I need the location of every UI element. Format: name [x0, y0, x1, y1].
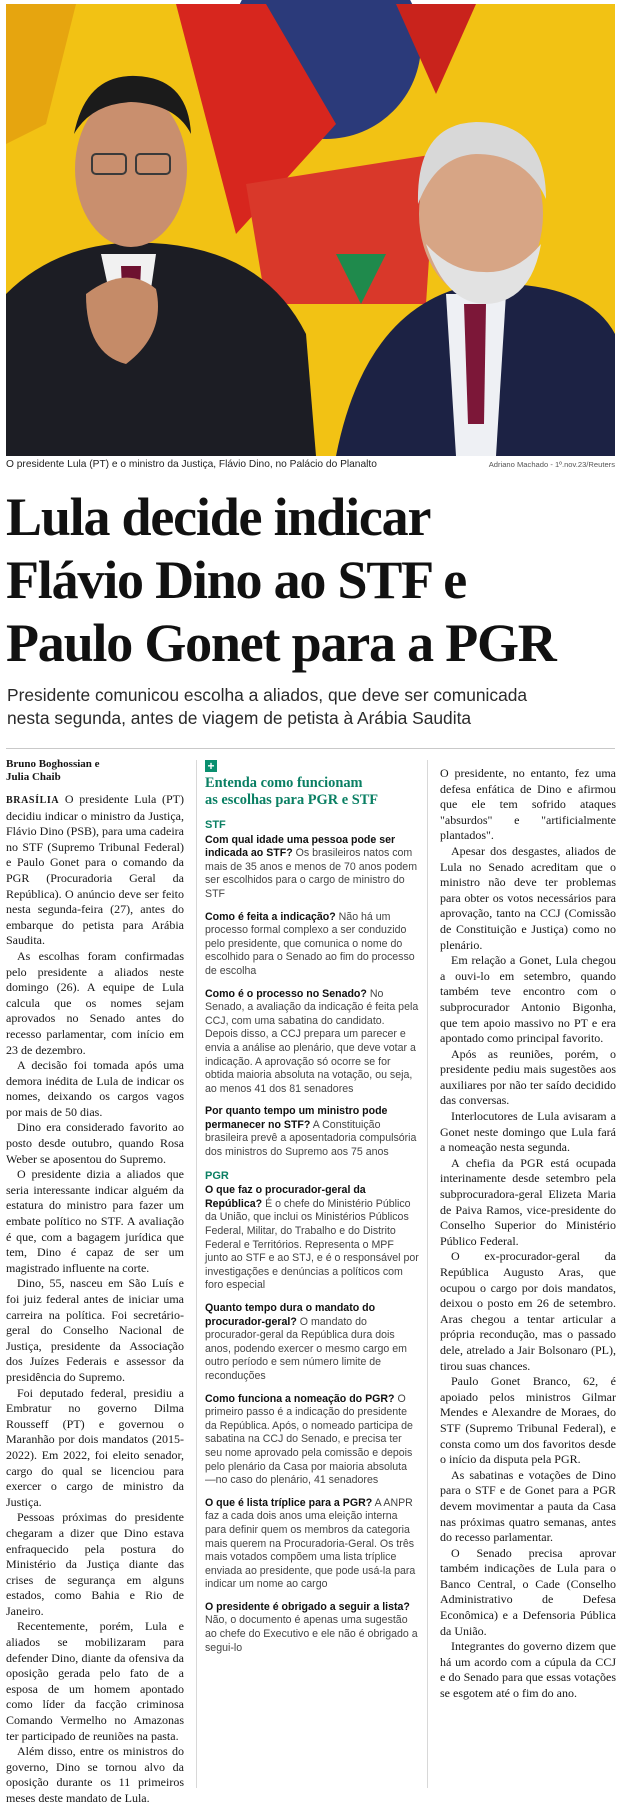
subheadline-line: Presidente comunicou escolha a aliados, que deve ser comunicada	[7, 685, 528, 705]
answer: É o chefe do Ministério Público da União, que inclui os Ministérios Públicos Federal, Militar, do Trabalho e do Distrito Federal e Territórios. Representa o MPF junto ao STF e ao STJ, e é o responsável por investigações e denúncias a políticos com foro especial	[205, 1197, 419, 1292]
qa-item	[205, 911, 419, 979]
answer: A Constituição brasileira prevê a aposentadoria compulsória dos ministros do Supremo aos 75 anos	[205, 1118, 417, 1159]
photo-caption-row	[6, 459, 615, 473]
headline-line: Flávio Dino ao STF e	[6, 550, 467, 610]
article-column-3	[440, 766, 616, 1788]
question: O presidente é obrigado a seguir a lista?	[205, 1600, 410, 1613]
sidebar-section-stf: STF	[205, 819, 226, 831]
article-paragraph: Paulo Gonet Branco, 62, é apoiado pelos ministros Gilmar Mendes e Alexandre de Moraes, do STF (Supremo Tribunal Federal), e consta como um dos favoritos desde o início da disputa pela PGR.	[440, 1374, 616, 1467]
question: Com qual idade uma pessoa pode ser indicada ao STF?	[205, 833, 396, 860]
qa-item	[205, 1393, 419, 1488]
headline-line: Lula decide indicar	[6, 487, 431, 547]
article-paragraph: Em relação a Gonet, Lula chegou a ouvi-lo em setembro, quando também teve encontro com o subprocurador Antonio Bigonha, que tem apoio massivo no PT e era apontado como principal favorito.	[440, 953, 616, 1046]
article-paragraph: A decisão foi tomada após uma demora inédita de Lula de indicar os nomes, deixando os cargos vagos por mais de 50 dias.	[6, 1058, 184, 1119]
lead-text: O presidente Lula (PT) decidiu indicar o ministro da Justiça, Flávio Dino (PSB), para uma cadeira no STF (Supremo Tribunal Federal) e Paulo Gonet para o comando da PGR (Procuradoria Geral da República). O anúncio deve ser feito nesta segunda-feira (27), antes do embarque do petista para Arábia Saudita.	[6, 792, 184, 948]
answer: O primeiro passo é a indicação do presidente da República. Após, o nomeado participa de sabatina na CCJ do Senado, e precisa ter seu nome aprovado pela comissão e depois pelo plenário da Casa por maioria absoluta —no caso do plenário, 41 senadores	[205, 1392, 413, 1487]
dateline: BRASÍLIA	[6, 795, 60, 806]
article-paragraph: O Senado precisa aprovar também indicações de Lula para o Banco Central, o Cade (Conselho Administrativo de Defesa Econômica) e a Defensoria Pública da União.	[440, 1545, 616, 1638]
article-paragraph: O presidente dizia a aliados que seria interessante indicar alguém da estatura do ministro para fazer um embate político no STF. A avaliação é que, com a bagagem jurídica que tem, Dino é capaz de ser um magistrado influente na corte.	[6, 1167, 184, 1275]
question: Por quanto tempo um ministro pode permanecer no STF?	[205, 1105, 388, 1131]
answer: O mandato do procurador-geral da República dura dois anos, podendo exercer o mesmo cargo em outro período e sem número limite de reconduções	[205, 1315, 407, 1382]
subheadline-line: nesta segunda, antes de viagem de petista à Arábia Saudita	[7, 708, 472, 728]
byline-line: Julia Chaib	[6, 771, 61, 783]
article-paragraph: Foi deputado federal, presidiu a Embratur no governo Dilma Rousseff (PT) e governou o Maranhão por dois mandatos (2015-2022). Em 2022, foi eleito senador, cargo do qual se licenciou para exercer o cargo de ministro da Justiça.	[6, 1385, 184, 1509]
qa-item	[205, 1184, 419, 1293]
explainer-sidebar	[196, 760, 428, 1788]
photo-credit: Adriano Machado - 1º.nov.23/Reuters	[488, 460, 615, 469]
article-paragraph: Dino era considerado favorito ao posto desde outubro, quando Rosa Weber se aposentou do Supremo.	[6, 1120, 184, 1166]
question: O que faz o procurador-geral da República?	[205, 1184, 366, 1210]
answer: No Senado, a avaliação da indicação é feita pela CCJ, com uma sabatina do candidato. Depois disso, a CCJ prepara um parecer e envia a análise ao plenário, que deve votar a indicação. A aprovação só ocorre se for obtida maioria absoluta na votação, ou seja, ao menos 41 dos 81 senadores	[205, 987, 419, 1095]
question: Quanto tempo dura o mandato do procurador-geral?	[205, 1302, 376, 1328]
qa-item	[205, 1302, 419, 1384]
qa-item	[205, 1601, 419, 1655]
news-photo	[6, 4, 615, 456]
headline-line: Paulo Gonet para a PGR	[6, 613, 556, 673]
lead-paragraph	[6, 792, 184, 949]
question: Como é o processo no Senado?	[205, 987, 367, 1000]
answer: Não, o documento é apenas uma sugestão ao chefe do Executivo e ele não é obrigado a segui-lo	[205, 1614, 418, 1654]
article-paragraph: O presidente, no entanto, fez uma defesa enfática de Dino e afirmou que ele tem sofrido ataques "absurdos" e "artificialmente plantados".	[440, 766, 616, 843]
sidebar-section-pgr: PGR	[205, 1169, 229, 1182]
sidebar-title	[205, 775, 419, 809]
sidebar-title-line: Entenda como funcionam	[205, 775, 363, 791]
answer: Não há um processo formal complexo a ser conduzido pelo presidente, que comunica o nome do escolhido para o Senado ao fim do processo de escolha	[205, 910, 415, 977]
sidebar-title-line: as escolhas para PGR e STF	[205, 792, 379, 808]
article-paragraph: Recentemente, porém, Lula e aliados se mobilizaram para defender Dino, diante da ofensiva da oposição gerada pelo fato de a esposa de um homem apontado como líder da facção criminosa Comando Vermelho no Amazonas ter participado de reuniões na pasta.	[6, 1619, 184, 1743]
article-paragraph: A chefia da PGR está ocupada interinamente desde setembro pela subprocuradora-geral Elizeta Maria de Paiva Ramos, vice-presidente do Conselho Superior do Ministério Público Federal.	[440, 1155, 616, 1248]
question: O que é lista tríplice para a PGR?	[205, 1496, 373, 1509]
article-paragraph: As escolhas foram confirmadas pelo presidente a aliados neste domingo (26). A equipe de Lula calcula que os nomes sejam aprovados no Senado antes do recesso parlamentar, com início em 23 de dezembro.	[6, 948, 184, 1057]
question: Como é feita a indicação?	[205, 910, 336, 923]
byline	[6, 758, 184, 784]
article-paragraph: Pessoas próximas do presidente chegaram a dizer que Dino estava enfraquecido pela postura do Ministério da Justiça diante das crises de segurança em alguns estados, como Bahia e Rio de Janeiro.	[6, 1510, 184, 1618]
article-paragraph: Após as reuniões, porém, o presidente pediu mais sugestões aos auxiliares por não ter saído decidido das conversas.	[440, 1046, 616, 1108]
article-paragraph: Integrantes do governo dizem que há um acordo com a cúpula da CCJ e do Senado para que essas votações se esgotem até o fim do ano.	[440, 1639, 616, 1701]
answer: A ANPR faz a cada dois anos uma eleição interna para definir quem os membros da categoria mais querem na Procuradoria-Geral. Os três mais votados compõem uma lista tríplice enviada ao presidente, que pode usá-la para indicar um nome ao cargo	[205, 1496, 416, 1591]
article-column-1	[6, 758, 184, 1805]
article-paragraph: Além disso, entre os ministros do governo, Dino se tornou alvo da oposição durante os 11 primeiros meses deste mandato de Lula.	[6, 1744, 184, 1805]
qa-item	[205, 1497, 419, 1592]
headline	[6, 486, 615, 675]
answer: Os brasileiros natos com mais de 35 anos e menos de 70 anos podem ser escolhidos para o cargo de ministro do STF	[205, 847, 418, 900]
byline-line: Bruno Boghossian e	[6, 758, 100, 770]
photo-illustration	[6, 4, 615, 456]
qa-item	[205, 834, 419, 902]
article-paragraph: Interlocutores de Lula avisaram a Gonet neste domingo que Lula fará a nomeação nesta segunda.	[440, 1109, 616, 1155]
photo-caption: O presidente Lula (PT) e o ministro da Justiça, Flávio Dino, no Palácio do Planalto	[6, 459, 377, 470]
divider	[6, 748, 615, 749]
article-paragraph: Dino, 55, nasceu em São Luís e foi juiz federal antes de iniciar uma carreira na política. Foi secretário-geral do Conselho Nacional de Justiça, presidente da Associação dos Juízes Federais e assessor da presidência do Supremo.	[6, 1276, 184, 1384]
qa-item	[205, 988, 419, 1097]
subheadline	[7, 684, 612, 730]
article-paragraph: As sabatinas e votações de Dino para o STF e de Gonet para a PGR devem movimentar a pauta da Casa nas próximas quatro semanas, antes do recesso parlamentar.	[440, 1467, 616, 1545]
question: Como funciona a nomeação do PGR?	[205, 1392, 395, 1405]
qa-item	[205, 1105, 419, 1159]
article-paragraph: O ex-procurador-geral da República Augusto Aras, que ocupou o cargo por dois mandatos, deixou o posto em 26 de setembro. Aras chegou a tentar articular a própria recondução, mas o passado dele, atrelado a Jair Bolsonaro (PL), tirou suas chances.	[440, 1249, 616, 1373]
article-paragraph: Apesar dos desgastes, aliados de Lula no Senado acreditam que o ministro não deve ter problemas para obter os votos necessários para aprovação, tanto na CCJ (Comissão de Constituição e Justiça) como no plenário.	[440, 843, 616, 952]
plus-icon: +	[205, 760, 217, 772]
